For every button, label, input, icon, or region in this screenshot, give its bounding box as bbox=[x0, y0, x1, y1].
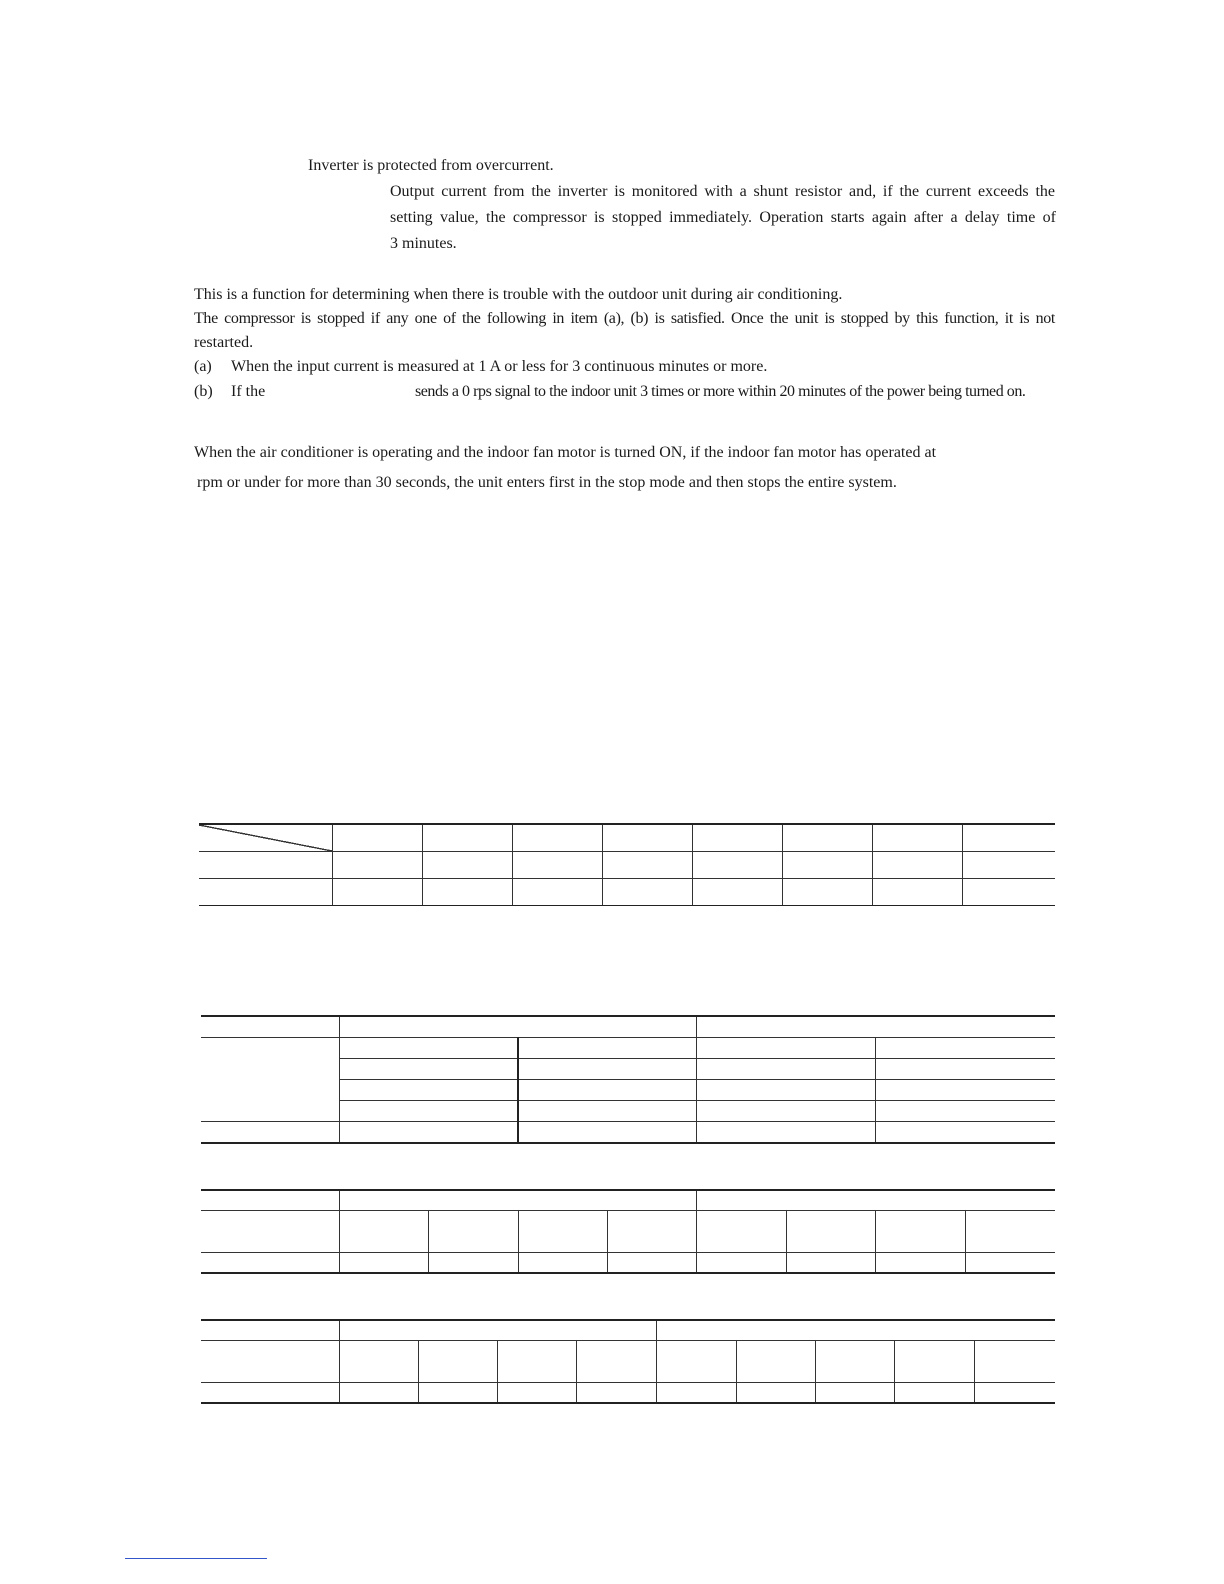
table-row bbox=[201, 1211, 1055, 1253]
trouble-line-2: The compressor is stopped if any one of the following in item (a), (b) is satisfied. Once the unit is stopped by this function, it is not bbox=[194, 310, 1055, 327]
table-row bbox=[199, 852, 1055, 879]
trouble-item-b-label: (b) bbox=[194, 383, 213, 400]
trouble-item-b-prefix: If the bbox=[231, 383, 266, 400]
table-row bbox=[201, 1101, 1055, 1122]
table-row bbox=[201, 1253, 1055, 1274]
table-row bbox=[201, 1341, 1055, 1383]
overcurrent-paragraph-line-1: Output current from the inverter is monitored with a shunt resistor and, if the current exceeds the bbox=[390, 183, 1055, 200]
table-1 bbox=[199, 823, 1055, 906]
table-row bbox=[199, 879, 1055, 906]
table-corner-cell bbox=[199, 824, 332, 852]
fan-line-1: When the air conditioner is operating and the indoor fan motor is turned ON, if the indoor fan motor has operated at bbox=[194, 444, 937, 461]
table-row bbox=[201, 1122, 1055, 1144]
footer-link-underline[interactable] bbox=[125, 1558, 267, 1559]
table-row bbox=[199, 824, 1055, 852]
table-2 bbox=[201, 1015, 1055, 1144]
overcurrent-heading: Inverter is protected from overcurrent. bbox=[308, 157, 554, 174]
trouble-line-3: restarted. bbox=[194, 334, 254, 351]
trouble-item-a-text: When the input current is measured at 1 A or less for 3 continuous minutes or more. bbox=[231, 358, 768, 375]
overcurrent-paragraph-line-3: 3 minutes. bbox=[390, 235, 457, 252]
table-row bbox=[201, 1059, 1055, 1080]
table-3 bbox=[201, 1189, 1055, 1274]
table-row bbox=[201, 1320, 1055, 1341]
table-row bbox=[201, 1080, 1055, 1101]
table-row bbox=[201, 1190, 1055, 1211]
table-row bbox=[201, 1016, 1055, 1038]
table-row bbox=[201, 1038, 1055, 1059]
table-4 bbox=[201, 1319, 1055, 1404]
overcurrent-paragraph-line-2: setting value, the compressor is stopped immediately. Operation starts again after a delay time of bbox=[390, 209, 1056, 226]
trouble-item-b-text: sends a 0 rps signal to the indoor unit 3 times or more within 20 minutes of the power being turned on. bbox=[415, 383, 1026, 400]
trouble-line-1: This is a function for determining when there is trouble with the outdoor unit during air conditioning. bbox=[194, 286, 843, 303]
trouble-item-a-label: (a) bbox=[194, 358, 212, 375]
table-row bbox=[201, 1383, 1055, 1404]
fan-line-2: rpm or under for more than 30 seconds, the unit enters first in the stop mode and then stops the entire system. bbox=[197, 474, 897, 491]
